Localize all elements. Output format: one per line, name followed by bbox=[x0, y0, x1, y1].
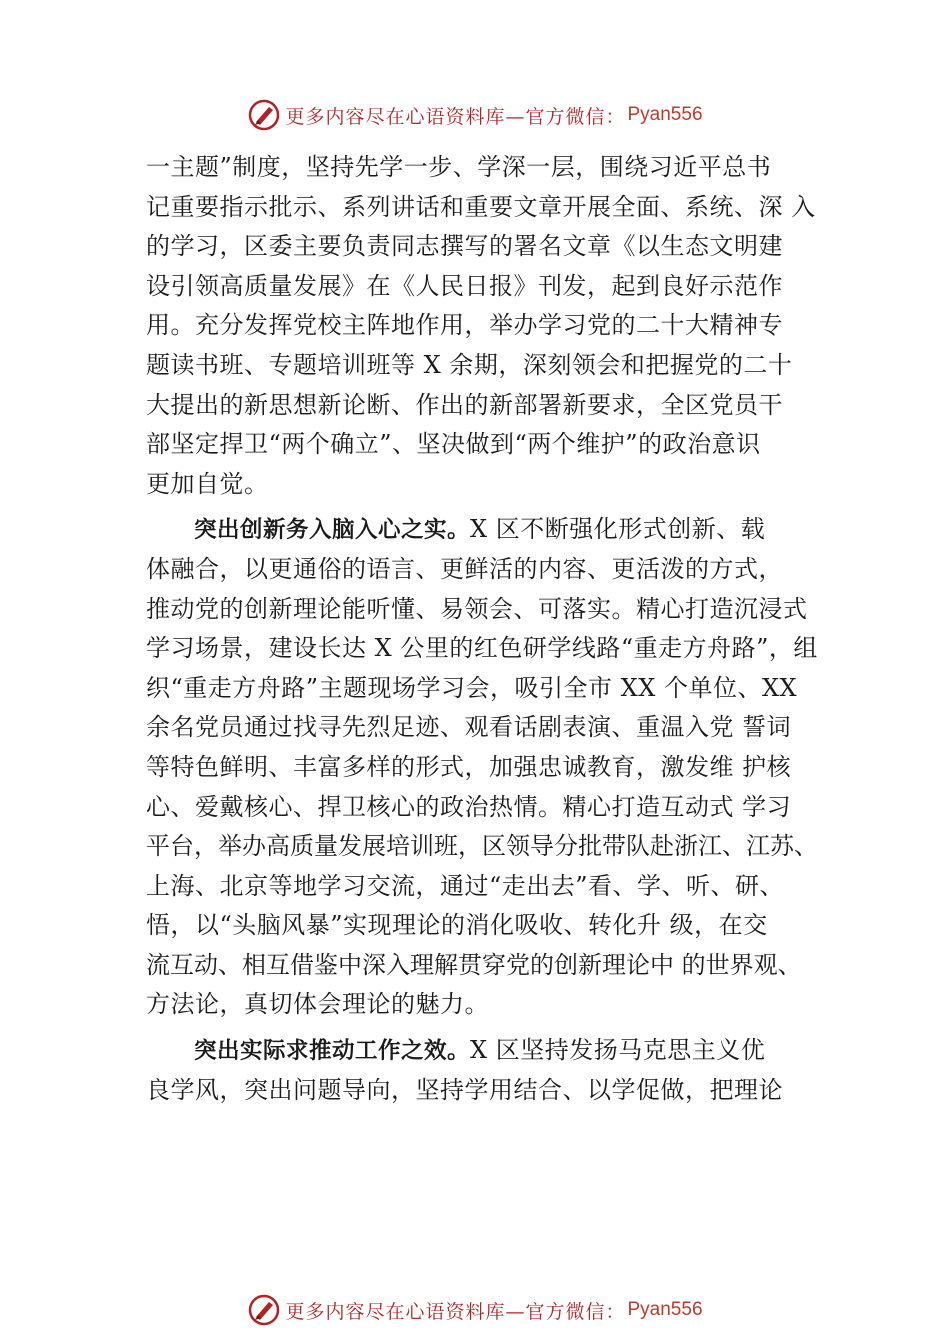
text-line: 等特色鲜明、丰富多样的形式，加强忠诚教育，激发维 护核 bbox=[146, 752, 792, 781]
header-watermark-banner bbox=[0, 93, 950, 137]
text-line: 体融合，以更通俗的语言、更鲜活的内容、更活泼的方式， bbox=[146, 554, 783, 583]
text-line: 方法论，真切体会理论的魅力。 bbox=[146, 990, 489, 1019]
text-line bbox=[146, 1031, 846, 1071]
text-line: 良学风，突出问题导向，坚持学用结合、以学促做，把理论 bbox=[146, 1075, 783, 1104]
footer-watermark-banner bbox=[0, 1288, 950, 1332]
text-line: 部坚定捍卫“两个确立”、坚决做到“两个维护”的政治意识 bbox=[146, 430, 761, 459]
text-line: 心、爱戴核心、捍卫核心的政治热情。精心打造互动式 学习 bbox=[146, 792, 792, 821]
text-line: 用。充分发挥党校主阵地作用，举办学习党的二十大精神专 bbox=[146, 311, 783, 340]
pen-seal-icon bbox=[247, 1293, 281, 1327]
text-line: 记重要指示批示、系列讲话和重要文章开展全面、系统、深 入 bbox=[146, 192, 816, 221]
text-line: 的学习，区委主要负责同志撰写的署名文章《以生态文明建 bbox=[146, 232, 783, 261]
text-line: 织“重走方舟路”主题现场学习会，吸引全市 XX 个单位、XX bbox=[146, 673, 798, 702]
text-line bbox=[146, 510, 846, 550]
paragraph-3 bbox=[146, 1031, 846, 1110]
paragraph-1 bbox=[146, 148, 846, 504]
text-fragment: X 区不断强化形式创新、载 bbox=[470, 515, 766, 544]
wechat-id: Pyan556 bbox=[627, 104, 703, 125]
text-line: 设引领高质量发展》在《人民日报》刊发，起到良好示范作 bbox=[146, 271, 783, 300]
text-line: 流互动、相互借鉴中深入理解贯穿党的创新理论中 的世界观、 bbox=[146, 950, 802, 979]
pen-seal-icon bbox=[247, 98, 281, 132]
text-fragment: X 区坚持发扬马克思主义优 bbox=[470, 1036, 766, 1065]
text-line: 悟，以“头脑风暴”实现理论的消化吸收、转化升 级，在交 bbox=[146, 911, 768, 940]
text-line: 推动党的创新理论能听懂、易领会、可落实。精心打造沉浸式 bbox=[146, 594, 808, 623]
text-line: 学习场景，建设长达 X 公里的红色研学线路“重走方舟路”，组 bbox=[146, 634, 818, 663]
text-line: 更加自觉。 bbox=[146, 469, 269, 498]
text-line: 余名党员通过找寻先烈足迹、观看话剧表演、重温入党 誓词 bbox=[146, 713, 792, 742]
banner-text: 更多内容尽在心语资料库—官方微信： bbox=[285, 105, 626, 128]
paragraph-lead-heading: 突出创新务入脑入心之实。 bbox=[194, 517, 471, 544]
paragraph-2 bbox=[146, 510, 846, 1025]
text-line: 题读书班、专题培训班等 X 余期，深刻领会和把握党的二十 bbox=[146, 350, 793, 379]
text-line: 大提出的新思想新论断、作出的新部署新要求，全区党员干 bbox=[146, 390, 783, 419]
text-line: 平台，举办高质量发展培训班，区领导分批带队赴浙江、江苏、 bbox=[146, 832, 818, 861]
text-line: 一主题”制度，坚持先学一步、学深一层，围绕习近平总书 bbox=[146, 153, 772, 181]
banner-text: 更多内容尽在心语资料库—官方微信： bbox=[285, 1300, 626, 1323]
document-body bbox=[146, 148, 846, 1110]
text-line: 上海、北京等地学习交流，通过“走出去”看、学、听、研、 bbox=[146, 871, 785, 900]
wechat-id: Pyan556 bbox=[627, 1299, 703, 1320]
paragraph-lead-heading: 突出实际求推动工作之效。 bbox=[194, 1038, 471, 1065]
